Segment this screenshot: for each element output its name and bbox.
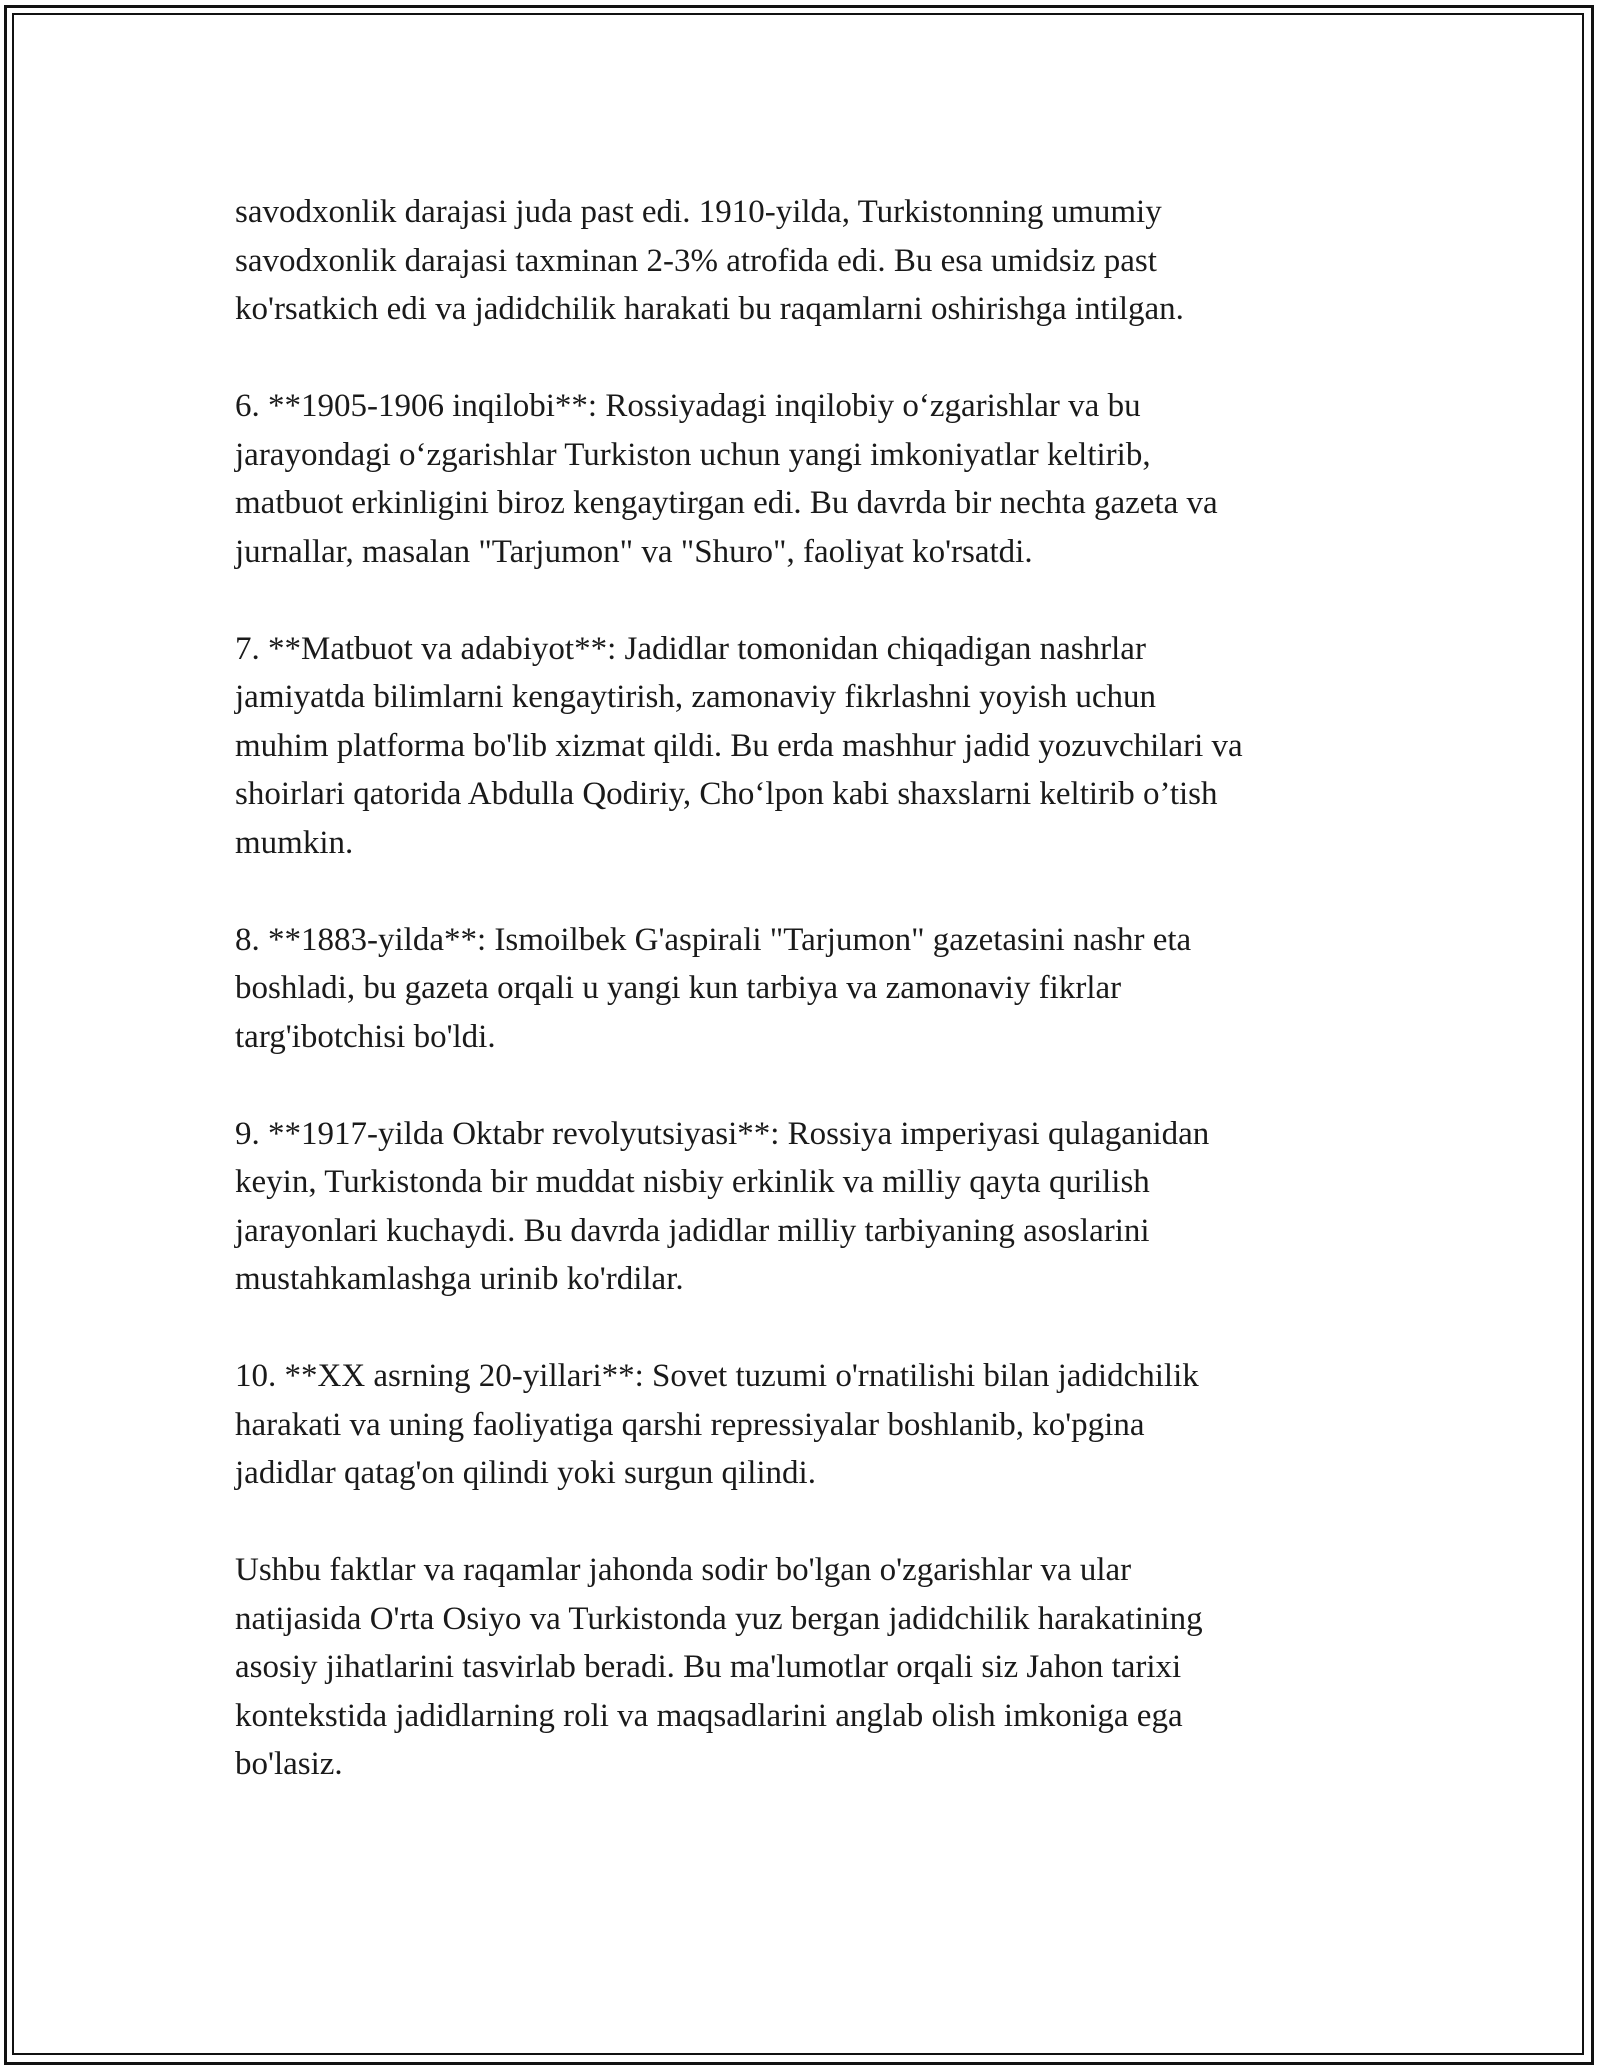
text-line: jurnallar, masalan "Tarjumon" va "Shuro", faoliyat ko'rsatdi. xyxy=(235,533,1033,570)
text-line: natijasida O'rta Osiyo va Turkistonda yuz bergan jadidchilik harakatining xyxy=(235,1600,1203,1637)
text-line: Ushbu faktlar va raqamlar jahonda sodir bo'lgan o'zgarishlar va ular xyxy=(235,1552,1132,1588)
text-line: boshladi, bu gazeta orqali u yangi kun tarbiya va zamonaviy fikrlar xyxy=(235,970,1122,1006)
paragraph-item-10 xyxy=(235,1352,1375,1498)
document-body xyxy=(235,188,1375,1789)
text-line: bo'lasiz. xyxy=(235,1746,343,1782)
text-line: targ'ibotchisi bo'ldi. xyxy=(235,1018,496,1055)
text-line: kontekstida jadidlarning roli va maqsadlarini anglab olish imkoniga ega xyxy=(235,1697,1183,1734)
paragraph-item-8 xyxy=(235,916,1375,1062)
text-line: harakati va uning faoliyatiga qarshi repressiyalar boshlanib, ko'pgina xyxy=(235,1406,1145,1443)
text-line: jarayondagi o‘zgarishlar Turkiston uchun yangi imkoniyatlar keltirib, xyxy=(235,436,1151,473)
text-line: 6. **1905-1906 inqilobi**: Rossiyadagi inqilobiy o‘zgarishlar va bu xyxy=(235,388,1141,424)
text-line: 9. **1917-yilda Oktabr revolyutsiyasi**: Rossiya imperiyasi qulaganidan xyxy=(235,1115,1210,1152)
text-line: asosiy jihatlarini tasvirlab beradi. Bu ma'lumotlar orqali siz Jahon tarixi xyxy=(235,1649,1182,1685)
text-line: jamiyatda bilimlarni kengaytirish, zamonaviy fikrlashni yoyish uchun xyxy=(235,679,1157,715)
text-line: 10. **XX asrning 20-yillari**: Sovet tuzumi o'rnatilishi bilan jadidchilik xyxy=(235,1358,1199,1394)
text-line: shoirlari qatorida Abdulla Qodiriy, Cho‘lpon kabi shaxslarni keltirib o’tish xyxy=(235,776,1218,812)
text-line: 7. **Matbuot va adabiyot**: Jadidlar tomonidan chiqadigan nashrlar xyxy=(235,630,1146,667)
text-line: savodxonlik darajasi juda past edi. 1910-yilda, Turkistonning umumiy xyxy=(235,194,1162,230)
paragraph-item-7 xyxy=(235,625,1375,868)
paragraph-literacy xyxy=(235,188,1375,334)
paragraph-item-6 xyxy=(235,382,1375,576)
text-line: muhim platforma bo'lib xizmat qildi. Bu erda mashhur jadid yozuvchilari va xyxy=(235,727,1243,764)
text-line: jarayonlari kuchaydi. Bu davrda jadidlar milliy tarbiyaning asoslarini xyxy=(235,1212,1150,1249)
text-line: jadidlar qatag'on qilindi yoki surgun qilindi. xyxy=(235,1455,816,1491)
text-line: mumkin. xyxy=(235,824,354,861)
text-line: keyin, Turkistonda bir muddat nisbiy erkinlik va milliy qayta qurilish xyxy=(235,1164,1150,1200)
text-line: ko'rsatkich edi va jadidchilik harakati bu raqamlarni oshirishga intilgan. xyxy=(235,291,1184,327)
paragraph-conclusion xyxy=(235,1546,1375,1789)
text-line: matbuot erkinligini biroz kengaytirgan edi. Bu davrda bir nechta gazeta va xyxy=(235,485,1218,521)
text-line: mustahkamlashga urinib ko'rdilar. xyxy=(235,1261,684,1297)
paragraph-item-9 xyxy=(235,1110,1375,1304)
text-line: 8. **1883-yilda**: Ismoilbek G'aspirali "Tarjumon" gazetasini nashr eta xyxy=(235,921,1192,958)
text-line: savodxonlik darajasi taxminan 2-3% atrofida edi. Bu esa umidsiz past xyxy=(235,242,1157,279)
